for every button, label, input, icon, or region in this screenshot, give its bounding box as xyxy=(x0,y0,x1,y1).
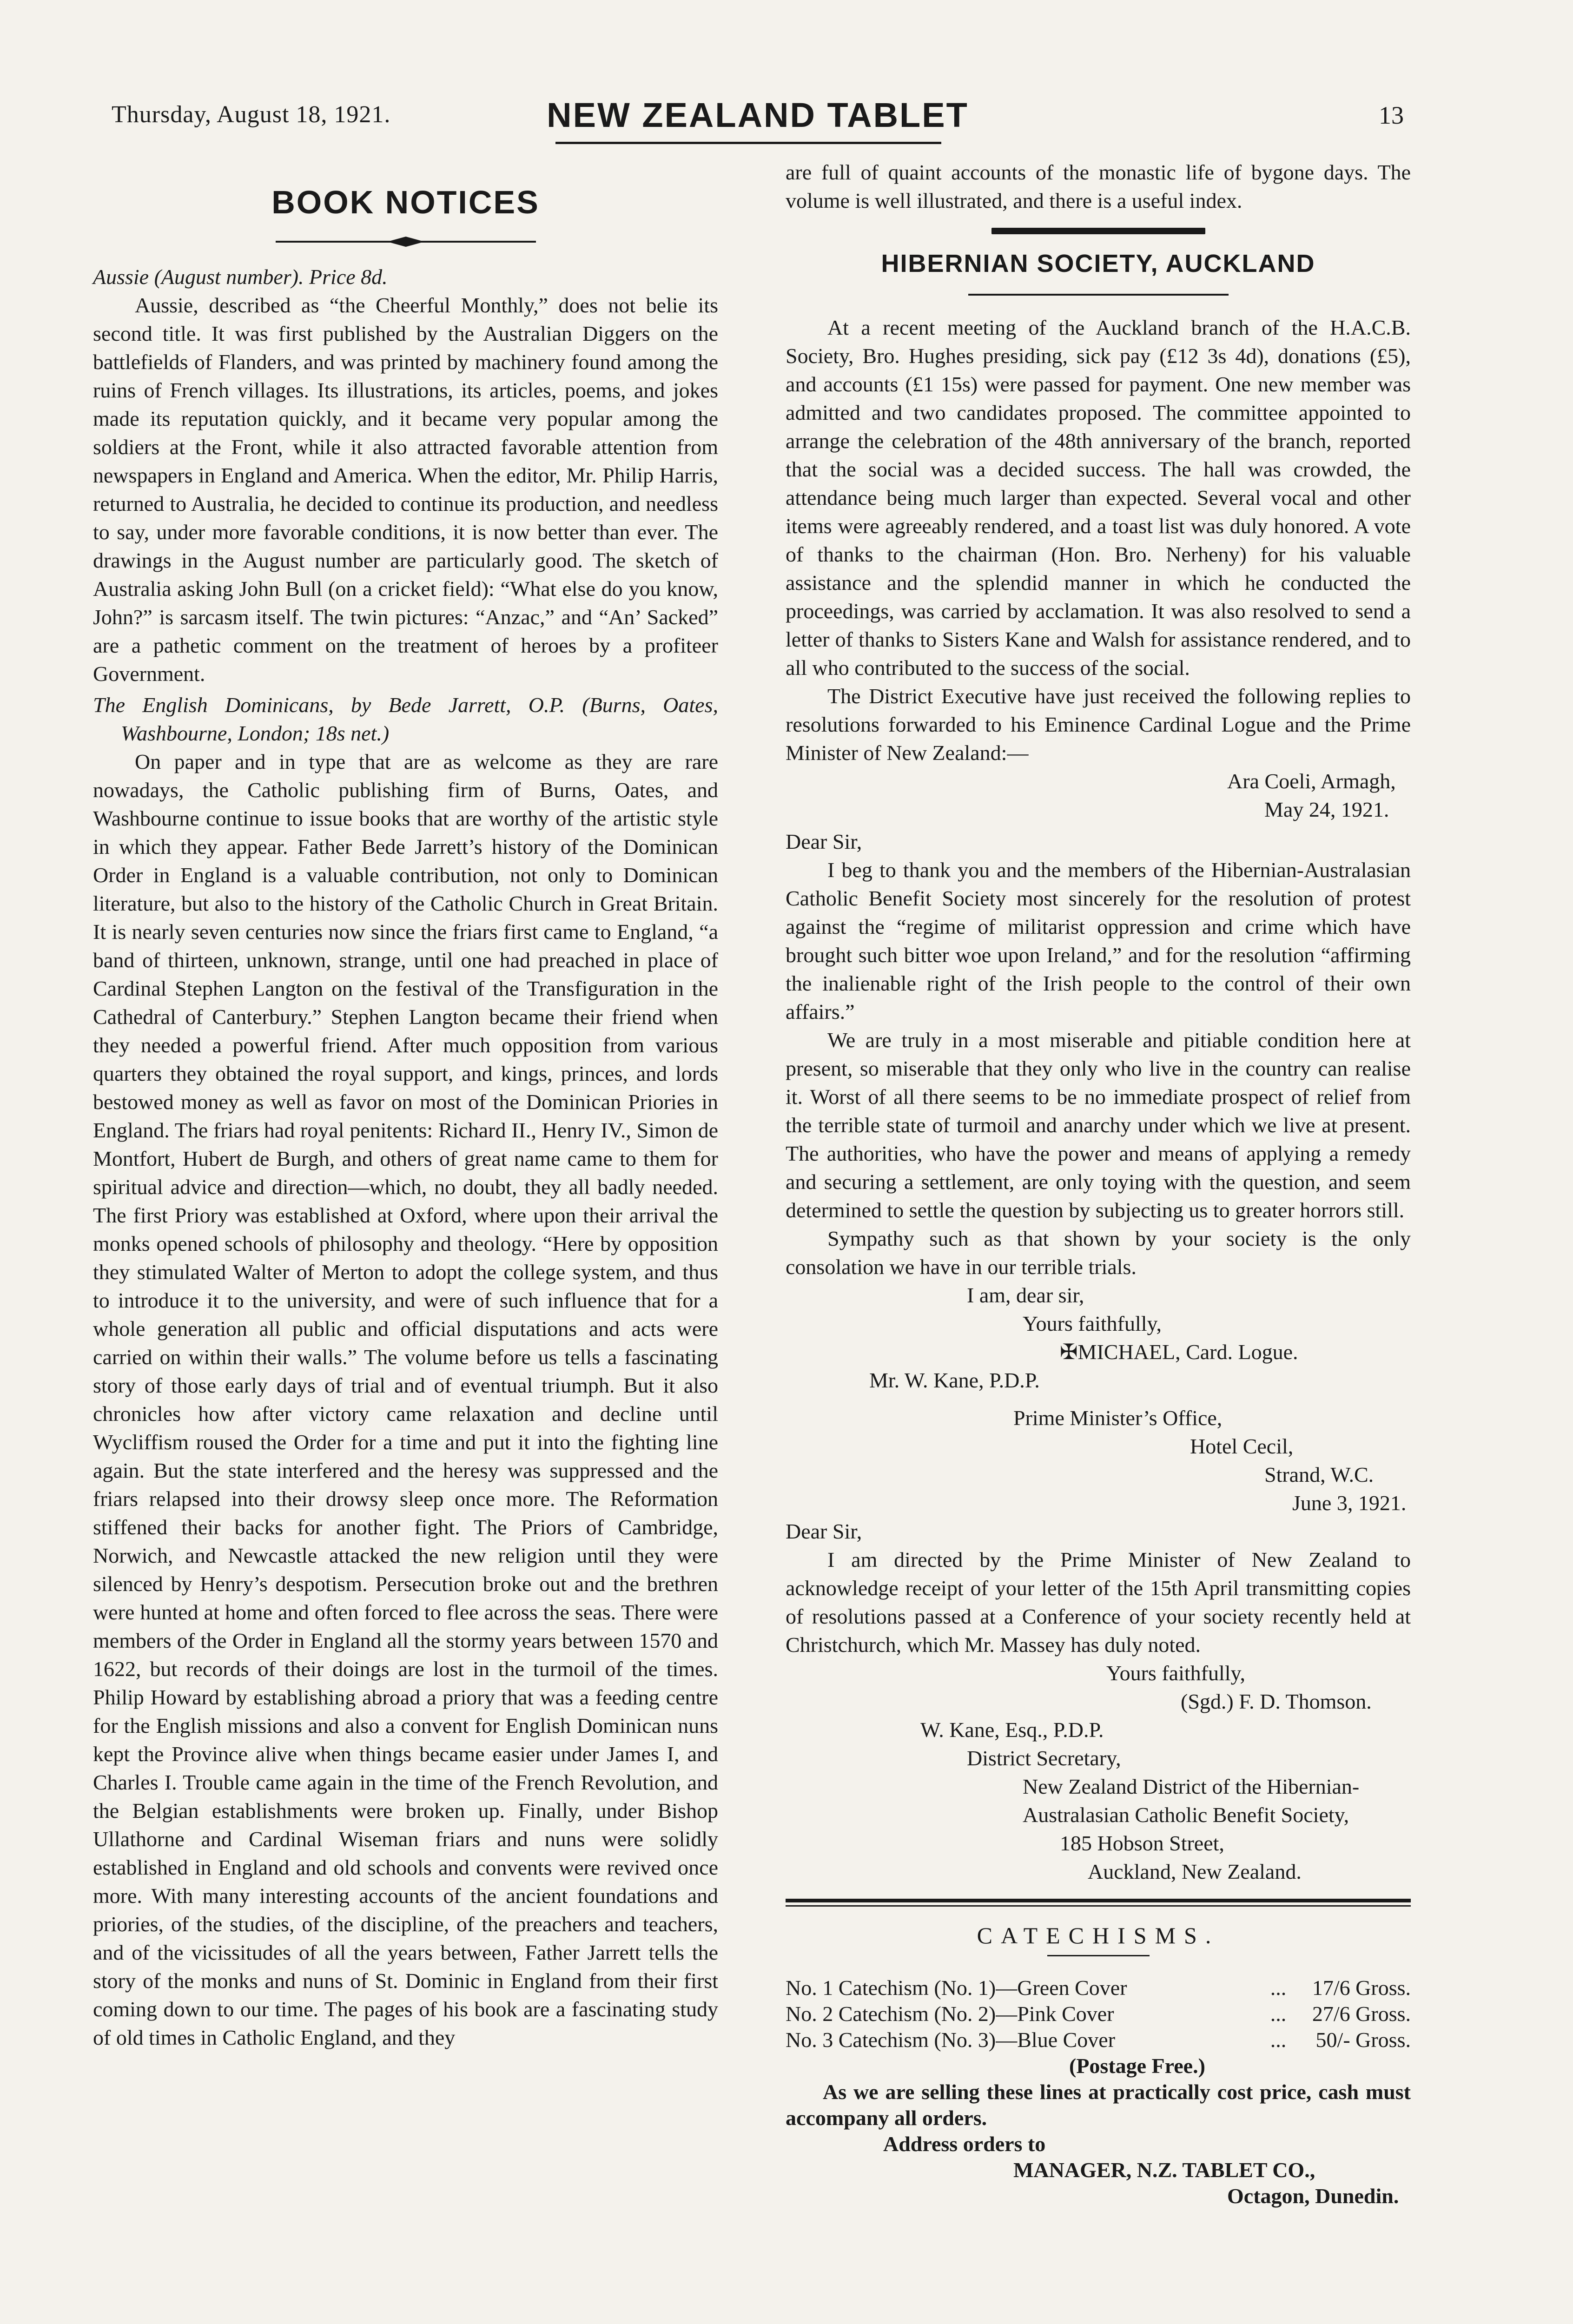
section-divider xyxy=(991,228,1205,234)
dominicans-review: On paper and in type that are as welcome as they are rare nowadays, the Catholic publishing firm of Burns, Oates, and Washbourne continue to issue books that are worthy of the artistic style in which they appear. Father Bede Jarrett’s history of the Dominican Order in England is a valuable contribution, not only to Dominican literature, but also to the history of the Catholic Church in Great Britain. It is nearly seven centuries now since the friars first came to England, “a band of thirteen, unknown, strange, until one had preached in place of Cardinal Stephen Langton on the festival of the Transfiguration in the Cathedral of Canterbury.” Stephen Langton became their friend when they needed a powerful friend. After much opposition from various quarters they obtained the royal support, and kings, princes, and lords bestowed money as well as favor on most of the Dominican Priories in England. The friars had royal penitents: Richard II., Henry IV., Simon de Montfort, Hubert de Burgh, and others of great name came to them for spiritual advice and direction—which, no doubt, they all badly needed. The first Priory was established at Oxford, where upon their arrival the monks opened schools of philosophy and theology. “Here by opposition they stimulated Walter of Merton to adopt the college system, and thus to introduce it to the university, and were of such influence that for a whole generation all public and official disputations and acts were carried on within their walls.” The volume before us tells a fascinating story of those early days of trial and of eventual triumph. But it also chronicles how after victory came relaxation and decline until Wycliffism roused the Order for a time and put it into the fighting line again. But the state interfered and the heresy was suppressed and the friars relapsed into their drowsy sleep once more. The Reformation stiffened their backs for another fight. The Priors of Cambridge, Norwich, and Newcastle attacked the new religion until they were silenced by Henry’s despotism. Persecution broke out and the brethren were hunted at home and often forced to flee across the seas. There were members of the Order in England all the stormy years between 1570 and 1622, but records of their doings are lost in the turmoil of the times. Philip Howard by establishing abroad a priory that was a feeding centre for the English missions and also a convent for English Dominican nuns kept the Province alive when things became easier under James I, and Charles I. Trouble came again in the time of the French Revolution, and the Belgian establishments were broken up. Finally, under Bishop Ullathorne and Cardinal Wiseman friars and nuns were solidly established in England and old schools and convents were revived once more. With many interesting accounts of the ancient foundations and priories, of the studies, of the discipline, of the preachers and teachers, and of the vicissitudes of all the years between, Father Jarrett tells the story of the monks and nuns of St. Dominic in England from their first coming down to our time. The pages of his book are a fascinating study of old times in Catholic England, and they xyxy=(93,750,718,2049)
book-notices-heading: BOOK NOTICES xyxy=(271,184,540,220)
catechism-price: 50/- Gross. xyxy=(1315,2028,1411,2052)
letter2-signature: (Sgd.) F. D. Thomson. xyxy=(1181,1690,1372,1713)
manager-location: Octagon, Dunedin. xyxy=(1227,2184,1399,2208)
ornament-divider-icon xyxy=(276,235,536,249)
letter2-to-4: Australasian Catholic Benefit Society, xyxy=(1023,1803,1349,1827)
letter2-from-1: Prime Minister’s Office, xyxy=(1013,1406,1223,1430)
letter2-from-3: Strand, W.C. xyxy=(1264,1463,1374,1486)
letter2-salutation: Dear Sir, xyxy=(786,1519,862,1543)
letter1-para-2: We are truly in a most miserable and pitiable condition here at present, so miserable that they only who live in the country can realise it. Worst of all there seems to be no immediate prospect of relief from the terrible state of turmoil and anarchy under which we live at present. The authorities, who have the power and means of applying a remedy and securing a settlement, are only toying with the question, and seem determined to settle the question by subjecting us to greater horrors still. xyxy=(786,1028,1411,1222)
letter1-recipient: Mr. W. Kane, P.D.P. xyxy=(869,1368,1040,1392)
catechisms-heading: CATECHISMS. xyxy=(977,1922,1220,1948)
letter2-from-2: Hotel Cecil, xyxy=(1190,1434,1294,1458)
page-header xyxy=(112,95,1404,146)
page-number: 13 xyxy=(1379,101,1404,129)
manager-address: MANAGER, N.Z. TABLET CO., xyxy=(1013,2158,1315,2182)
masthead: NEW ZEALAND TABLET xyxy=(547,96,969,134)
leader-dots: ... xyxy=(1270,2002,1287,2026)
catechism-price: 17/6 Gross. xyxy=(1312,1976,1411,2000)
letter2-close: Yours faithfully, xyxy=(1106,1661,1246,1685)
catechism-divider xyxy=(786,1899,1411,1907)
dominicans-entry: The English Dominicans, by Bede Jarrett, O.P. (Burns, Oates, Washbourne, London; 18s net.) xyxy=(93,693,718,745)
letter1-para-3: Sympathy such as that shown by your society is the only consolation we have in our terrible trials. xyxy=(786,1227,1411,1279)
catechism-name: No. 3 Catechism (No. 3)—Blue Cover xyxy=(786,2028,1116,2052)
hibernian-heading: HIBERNIAN SOCIETY, AUCKLAND xyxy=(881,250,1315,277)
letter2-to-2: District Secretary, xyxy=(967,1746,1121,1770)
letter1-close-1: I am, dear sir, xyxy=(967,1283,1084,1307)
list-item xyxy=(786,1975,1411,2001)
letter1-signature: ✠MICHAEL, Card. Logue. xyxy=(1060,1340,1298,1364)
letter2-date: June 3, 1921. xyxy=(1292,1491,1407,1515)
letter2-to-5: 185 Hobson Street, xyxy=(1060,1831,1224,1855)
address-label: Address orders to xyxy=(883,2132,1046,2156)
leader-dots: ... xyxy=(1270,1976,1287,2000)
masthead-underline xyxy=(555,142,941,144)
catechism-name: No. 2 Catechism (No. 2)—Pink Cover xyxy=(786,2002,1114,2026)
hibernian-heading-underline xyxy=(968,294,1229,296)
hibernian-para-1: At a recent meeting of the Auckland branch of the H.A.C.B. Society, Bro. Hughes presiding, sick pay (£12 3s 4d), donations (£5), and accounts (£1 15s) were passed for payment. One new member was admitted and two candidates proposed. The committee appointed to arrange the celebration of the 48th anniversary of the branch, reported that the social was a decided success. The hall was crowded, the attendance being much larger than expected. Several vocal and other items were agreeably rendered, and a toast list was duly honored. A vote of thanks to the chairman (Hon. Bro. Nerheny) for his valuable assistance and the splendid manner in which he conducted the proceedings, was carried by acclamation. It was also resolved to send a letter of thanks to Sisters Kane and Walsh for assistance rendered, and to all who contributed to the success of the social. xyxy=(786,316,1411,680)
list-item xyxy=(786,2001,1411,2027)
left-column xyxy=(93,158,718,2052)
cash-notice: As we are selling these lines at practically cost price, cash must accompany all orders. xyxy=(786,2080,1411,2130)
letter1-address-2: May 24, 1921. xyxy=(1264,798,1389,821)
letter2-to-6: Auckland, New Zealand. xyxy=(1088,1860,1302,1883)
aussie-entry: Aussie (August number). Price 8d. xyxy=(93,265,388,289)
list-item xyxy=(786,2027,1411,2053)
catechisms-heading-underline xyxy=(1047,1955,1150,1956)
letter1-para-1: I beg to thank you and the members of the Hibernian-Australasian Catholic Benefit Society most sincerely for the resolution of protest against the “regime of militarist oppression and crime which have brought such bitter woe upon Ireland,” and for the resolution “affirming the inalienable right of the Irish people to the control of their own affairs.” xyxy=(786,858,1411,1023)
leader-dots: ... xyxy=(1270,2028,1287,2052)
letter2-to-1: W. Kane, Esq., P.D.P. xyxy=(920,1718,1104,1742)
right-column xyxy=(786,158,1411,2209)
catechism-name: No. 1 Catechism (No. 1)—Green Cover xyxy=(786,1976,1127,2000)
letter2-to-3: New Zealand District of the Hibernian- xyxy=(1023,1775,1360,1798)
hibernian-para-2: The District Executive have just received the following replies to resolutions forwarded to his Eminence Cardinal Logue and the Prime Minister of New Zealand:— xyxy=(786,684,1411,765)
letter2-para-1: I am directed by the Prime Minister of New Zealand to acknowledge receipt of your letter of the 15th April transmitting copies of resolutions passed at a Conference of your society recently held at Christchurch, which Mr. Massey has duly noted. xyxy=(786,1548,1411,1657)
book-review-continuation: are full of quaint accounts of the monastic life of bygone days. The volume is well illustrated, and there is a useful index. xyxy=(786,160,1411,212)
letter1-salutation: Dear Sir, xyxy=(786,830,862,853)
catechism-price-list xyxy=(786,1975,1411,2053)
postage-note: (Postage Free.) xyxy=(1069,2054,1205,2078)
issue-date: Thursday, August 18, 1921. xyxy=(112,101,391,128)
letter1-address-1: Ara Coeli, Armagh, xyxy=(1227,769,1396,793)
letter1-close-2: Yours faithfully, xyxy=(1023,1312,1162,1335)
catechism-price: 27/6 Gross. xyxy=(1312,2002,1411,2026)
aussie-review: Aussie, described as “the Cheerful Monthly,” does not belie its second title. It was first published by the Australian Diggers on the battlefields of Flanders, and was printed by machinery found among the ruins of French villages. Its illustrations, its articles, poems, and jokes made its reputation quickly, and it became very popular among the soldiers at the Front, while it also attracted favorable attention from newspapers in England and America. When the editor, Mr. Philip Harris, returned to Australia, he decided to continue its production, and needless to say, under more favorable conditions, it is now better than ever. The drawings in the August number are particularly good. The sketch of Australia asking John Bull (on a cricket field): “What else do you know, John?” is sarcasm itself. The twin pictures: “Anzac,” and “An’ Sacked” are a pathetic comment on the treatment of heroes by a profiteer Government. xyxy=(93,293,718,686)
